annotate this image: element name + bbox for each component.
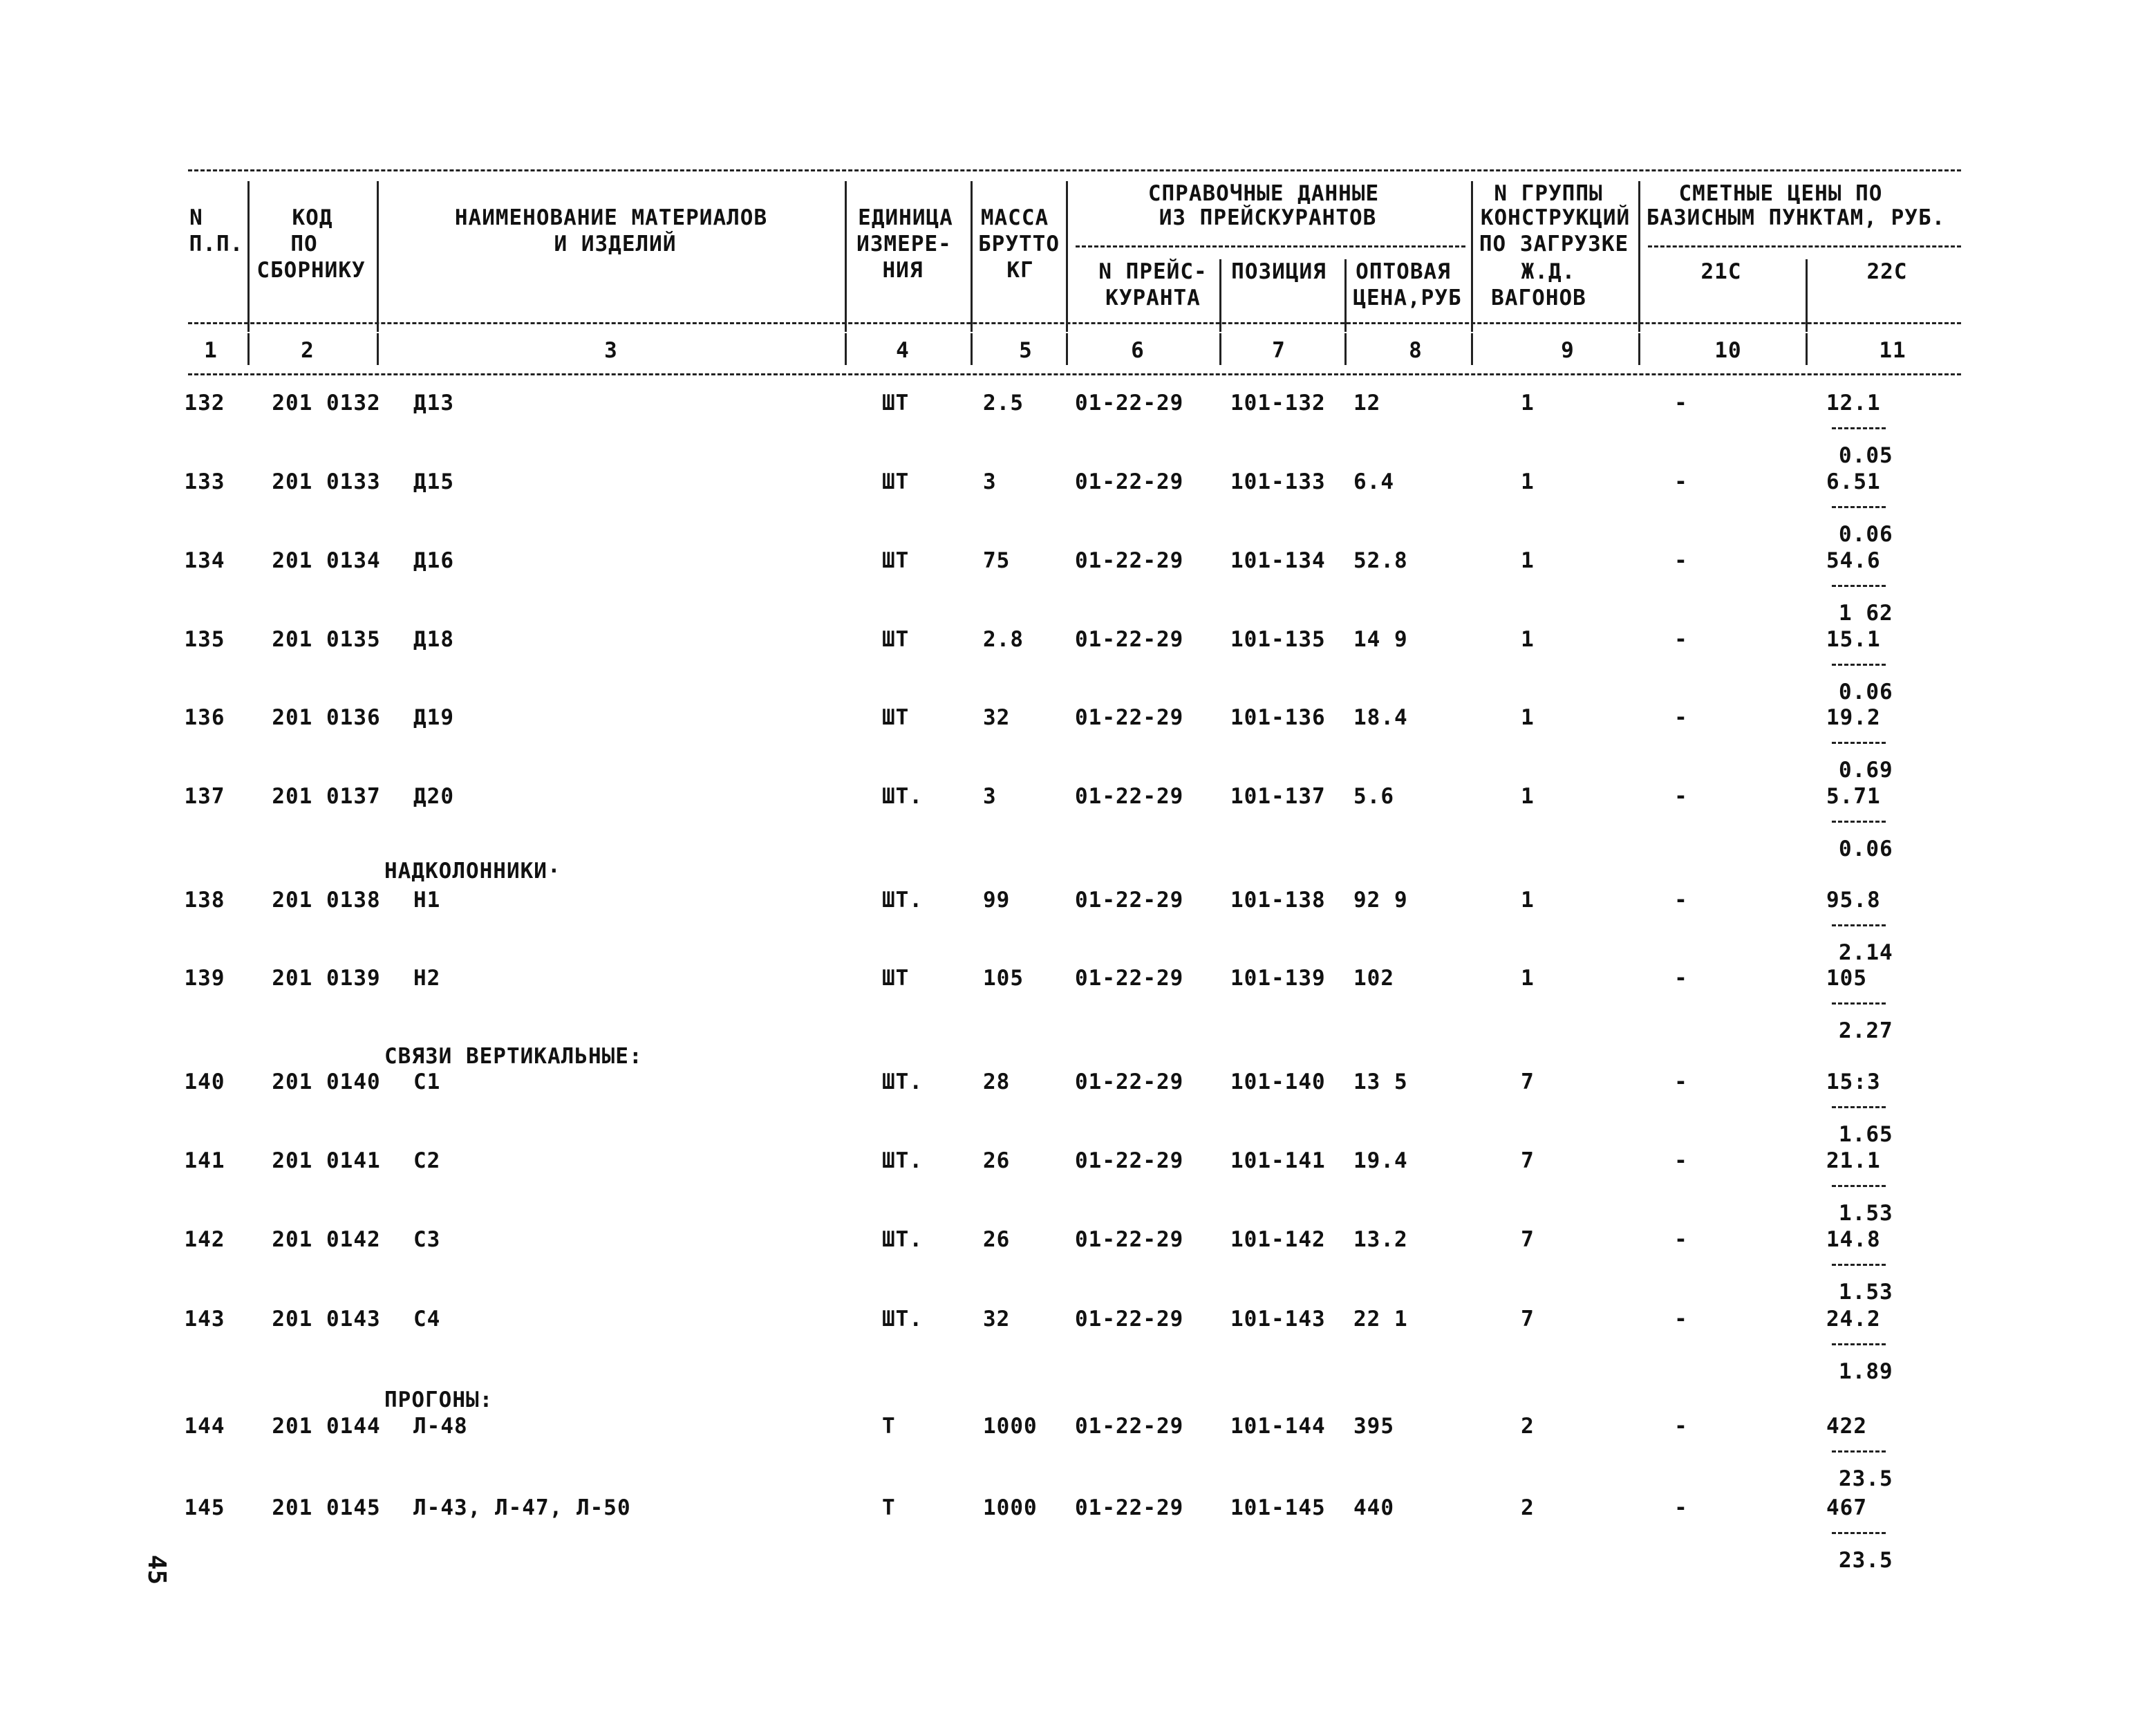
hdr-c6a: N ПРЕЙС- <box>1098 259 1208 284</box>
row-group: 1 <box>1521 627 1535 652</box>
row-price-21c: - <box>1674 1414 1688 1439</box>
row-price-list: 01-22-29 <box>1075 705 1184 730</box>
col-num-5: 5 <box>1019 338 1033 363</box>
row-price-22c: 467 <box>1826 1495 1867 1520</box>
row-code: 201 0139 <box>272 966 381 991</box>
row-price-list: 01-22-29 <box>1075 469 1184 494</box>
hdr-c68b: ИЗ ПРЕЙСКУРАНТОВ <box>1159 205 1377 230</box>
row-price-21c: - <box>1674 705 1688 730</box>
hdr-c10: 21С <box>1700 259 1742 284</box>
row-unit: ШТ <box>882 627 910 652</box>
header-bottom-rule <box>188 373 1961 375</box>
row-price-22c-secondary: 23.5 <box>1839 1466 1893 1491</box>
hdr-c2a: КОД <box>292 205 333 230</box>
row-code: 201 0143 <box>272 1307 381 1332</box>
row-position: 101-136 <box>1230 705 1326 730</box>
row-wholesale-price: 5.6 <box>1353 784 1394 809</box>
col-separator <box>377 333 379 365</box>
row-mass: 26 <box>983 1227 1011 1252</box>
row-price-22c-secondary: 1.53 <box>1839 1280 1893 1305</box>
fraction-rule <box>1832 1264 1886 1266</box>
row-name: С3 <box>413 1227 441 1252</box>
row-position: 101-138 <box>1230 888 1326 913</box>
row-price-22c: 15.1 <box>1826 627 1881 652</box>
row-position: 101-139 <box>1230 966 1326 991</box>
row-number: 137 <box>184 784 225 809</box>
row-name: С2 <box>413 1148 441 1173</box>
row-position: 101-143 <box>1230 1307 1326 1332</box>
row-code: 201 0132 <box>272 391 381 415</box>
row-name: С1 <box>413 1070 441 1094</box>
hdr-c4a: ЕДИНИЦА <box>858 205 953 230</box>
row-wholesale-price: 6.4 <box>1353 469 1394 494</box>
hdr-c3a: НАИМЕНОВАНИЕ МАТЕРИАЛОВ <box>454 205 768 230</box>
row-wholesale-price: 13 5 <box>1353 1070 1408 1094</box>
col-separator <box>1638 333 1640 365</box>
row-number: 145 <box>184 1495 225 1520</box>
row-mass: 32 <box>983 1307 1011 1332</box>
row-price-22c-secondary: 0.06 <box>1839 680 1893 704</box>
row-price-22c-secondary: 2.27 <box>1839 1018 1893 1043</box>
row-name: Д16 <box>413 548 454 573</box>
col-num-11: 11 <box>1879 338 1906 363</box>
row-position: 101-142 <box>1230 1227 1326 1252</box>
fraction-rule <box>1832 1343 1886 1345</box>
row-code: 201 0133 <box>272 469 381 494</box>
fraction-rule <box>1832 1106 1886 1108</box>
col-separator <box>247 333 250 365</box>
row-unit: ШТ <box>882 469 910 494</box>
section-heading: ПРОГОНЫ: <box>384 1388 494 1412</box>
col-separator <box>971 333 973 365</box>
col-num-4: 4 <box>896 338 910 363</box>
row-code: 201 0136 <box>272 705 381 730</box>
row-wholesale-price: 440 <box>1353 1495 1394 1520</box>
row-mass: 99 <box>983 888 1011 913</box>
row-unit: ШТ. <box>882 888 923 913</box>
row-unit: ШТ <box>882 966 910 991</box>
hdr-c5c: КГ <box>1006 258 1034 283</box>
row-name: Н2 <box>413 966 441 991</box>
row-price-21c: - <box>1674 1227 1688 1252</box>
row-price-list: 01-22-29 <box>1075 1495 1184 1520</box>
row-number: 138 <box>184 888 225 913</box>
row-mass: 26 <box>983 1148 1011 1173</box>
col-separator <box>1806 333 1808 365</box>
row-group: 7 <box>1521 1307 1535 1332</box>
col-num-9: 9 <box>1561 338 1575 363</box>
row-name: С4 <box>413 1307 441 1332</box>
col-num-7: 7 <box>1272 338 1286 363</box>
hdr-c8a: ОПТОВАЯ <box>1356 259 1451 284</box>
row-wholesale-price: 22 1 <box>1353 1307 1408 1332</box>
row-price-22c: 19.2 <box>1826 705 1881 730</box>
row-position: 101-141 <box>1230 1148 1326 1173</box>
row-position: 101-137 <box>1230 784 1326 809</box>
row-number: 136 <box>184 705 225 730</box>
row-code: 201 0140 <box>272 1070 381 1094</box>
col-separator <box>247 181 250 332</box>
hdr-c1b: П.П. <box>189 232 244 256</box>
col-separator <box>845 333 847 365</box>
row-group: 1 <box>1521 548 1535 573</box>
row-price-22c: 6.51 <box>1826 469 1881 494</box>
header-rule <box>188 322 1961 324</box>
row-price-21c: - <box>1674 1495 1688 1520</box>
row-wholesale-price: 13.2 <box>1353 1227 1408 1252</box>
row-code: 201 0142 <box>272 1227 381 1252</box>
row-group: 1 <box>1521 888 1535 913</box>
row-position: 101-140 <box>1230 1070 1326 1094</box>
row-unit: ШТ. <box>882 1307 923 1332</box>
page-number: 45 <box>142 1554 171 1585</box>
row-wholesale-price: 18.4 <box>1353 705 1408 730</box>
col-separator <box>845 181 847 332</box>
row-wholesale-price: 102 <box>1353 966 1394 991</box>
col-separator <box>1471 181 1473 332</box>
row-price-list: 01-22-29 <box>1075 1414 1184 1439</box>
row-code: 201 0145 <box>272 1495 381 1520</box>
row-price-21c: - <box>1674 391 1688 415</box>
row-number: 135 <box>184 627 225 652</box>
rule-prices <box>1648 245 1961 248</box>
row-group: 1 <box>1521 966 1535 991</box>
row-price-21c: - <box>1674 548 1688 573</box>
row-price-22c: 95.8 <box>1826 888 1881 913</box>
row-group: 1 <box>1521 391 1535 415</box>
col-num-3: 3 <box>604 338 618 363</box>
hdr-c4b: ИЗМЕРЕ- <box>856 232 952 256</box>
row-mass: 32 <box>983 705 1011 730</box>
row-mass: 2.8 <box>983 627 1024 652</box>
row-name: Л-43, Л-47, Л-50 <box>413 1495 631 1520</box>
row-mass: 105 <box>983 966 1024 991</box>
row-number: 133 <box>184 469 225 494</box>
hdr-c1a: N <box>189 205 203 230</box>
row-wholesale-price: 19.4 <box>1353 1148 1408 1173</box>
row-price-list: 01-22-29 <box>1075 1307 1184 1332</box>
row-code: 201 0135 <box>272 627 381 652</box>
fraction-rule <box>1832 506 1886 508</box>
col-num-8: 8 <box>1409 338 1423 363</box>
fraction-rule <box>1832 1450 1886 1453</box>
row-number: 139 <box>184 966 225 991</box>
row-name: Д18 <box>413 627 454 652</box>
row-code: 201 0144 <box>272 1414 381 1439</box>
row-mass: 1000 <box>983 1414 1038 1439</box>
col-separator <box>971 181 973 332</box>
row-price-list: 01-22-29 <box>1075 784 1184 809</box>
row-name: Д13 <box>413 391 454 415</box>
rule-ref-data <box>1076 245 1465 248</box>
row-price-21c: - <box>1674 966 1688 991</box>
row-price-list: 01-22-29 <box>1075 627 1184 652</box>
hdr-c68a: СПРАВОЧНЫЕ ДАННЫЕ <box>1147 181 1380 206</box>
row-price-list: 01-22-29 <box>1075 1070 1184 1094</box>
row-number: 143 <box>184 1307 225 1332</box>
row-wholesale-price: 14 9 <box>1353 627 1408 652</box>
section-heading: НАДКОЛОННИКИ· <box>384 859 561 884</box>
col-num-1: 1 <box>204 338 218 363</box>
hdr-c6b: КУРАНТА <box>1105 286 1201 310</box>
hdr-c1011a: СМЕТНЫЕ ЦЕНЫ ПО <box>1678 181 1883 206</box>
row-unit: ШТ <box>882 548 910 573</box>
row-number: 141 <box>184 1148 225 1173</box>
row-group: 1 <box>1521 705 1535 730</box>
row-unit: Т <box>882 1414 896 1439</box>
row-price-list: 01-22-29 <box>1075 1227 1184 1252</box>
row-price-list: 01-22-29 <box>1075 966 1184 991</box>
col-separator <box>1066 333 1068 365</box>
row-price-22c: 54.6 <box>1826 548 1881 573</box>
fraction-rule <box>1832 585 1886 587</box>
row-price-22c: 422 <box>1826 1414 1867 1439</box>
fraction-rule <box>1832 664 1886 666</box>
hdr-c5a: МАССА <box>980 205 1049 230</box>
row-price-21c: - <box>1674 888 1688 913</box>
top-rule <box>188 169 1961 171</box>
row-price-22c: 24.2 <box>1826 1307 1881 1332</box>
row-mass: 2.5 <box>983 391 1024 415</box>
row-price-21c: - <box>1674 469 1688 494</box>
hdr-c9c: ПО ЗАГРУЗКЕ <box>1479 232 1629 256</box>
row-price-22c: 21.1 <box>1826 1148 1881 1173</box>
row-price-22c-secondary: 1.53 <box>1839 1201 1893 1226</box>
row-group: 7 <box>1521 1148 1535 1173</box>
row-price-22c-secondary: 1.89 <box>1839 1359 1893 1384</box>
row-unit: ШТ. <box>882 784 923 809</box>
row-price-22c-secondary: 0.05 <box>1839 443 1893 468</box>
fraction-rule <box>1832 924 1886 926</box>
col-separator <box>1066 181 1068 332</box>
row-price-22c: 12.1 <box>1826 391 1881 415</box>
fraction-rule <box>1832 821 1886 823</box>
hdr-c9a: N ГРУППЫ <box>1494 181 1603 206</box>
row-name: Д15 <box>413 469 454 494</box>
hdr-c9e: ВАГОНОВ <box>1491 286 1586 310</box>
hdr-c2c: СБОРНИКУ <box>256 258 366 283</box>
row-mass: 1000 <box>983 1495 1038 1520</box>
row-wholesale-price: 12 <box>1353 391 1381 415</box>
row-unit: ШТ <box>882 391 910 415</box>
row-wholesale-price: 395 <box>1353 1414 1394 1439</box>
row-number: 140 <box>184 1070 225 1094</box>
row-price-22c: 5.71 <box>1826 784 1881 809</box>
row-price-list: 01-22-29 <box>1075 1148 1184 1173</box>
row-code: 201 0138 <box>272 888 381 913</box>
fraction-rule <box>1832 1002 1886 1005</box>
hdr-c1011b: БАЗИСНЫМ ПУНКТАМ, РУБ. <box>1646 205 1946 230</box>
hdr-c4c: НИЯ <box>882 258 924 283</box>
col-separator <box>1219 259 1221 332</box>
row-unit: Т <box>882 1495 896 1520</box>
row-number: 142 <box>184 1227 225 1252</box>
row-price-22c-secondary: 1.65 <box>1839 1122 1893 1147</box>
col-separator <box>1638 181 1640 332</box>
row-price-22c-secondary: 1 62 <box>1839 601 1893 626</box>
hdr-c7: ПОЗИЦИЯ <box>1231 259 1327 284</box>
col-separator <box>1344 259 1347 332</box>
row-price-22c-secondary: 2.14 <box>1839 940 1893 965</box>
row-group: 7 <box>1521 1070 1535 1094</box>
fraction-rule <box>1832 427 1886 429</box>
col-num-6: 6 <box>1131 338 1145 363</box>
row-number: 144 <box>184 1414 225 1439</box>
col-num-10: 10 <box>1714 338 1742 363</box>
row-price-21c: - <box>1674 1307 1688 1332</box>
row-price-22c: 14.8 <box>1826 1227 1881 1252</box>
fraction-rule <box>1832 1532 1886 1534</box>
row-mass: 3 <box>983 784 997 809</box>
hdr-c11: 22С <box>1866 259 1908 284</box>
col-separator <box>1219 333 1221 365</box>
row-price-list: 01-22-29 <box>1075 888 1184 913</box>
row-position: 101-144 <box>1230 1414 1326 1439</box>
hdr-c9b: КОНСТРУКЦИЙ <box>1480 205 1631 230</box>
row-price-21c: - <box>1674 627 1688 652</box>
row-group: 2 <box>1521 1495 1535 1520</box>
row-unit: ШТ. <box>882 1148 923 1173</box>
row-price-22c-secondary: 0.69 <box>1839 758 1893 783</box>
row-name: Л-48 <box>413 1414 468 1439</box>
row-position: 101-132 <box>1230 391 1326 415</box>
row-position: 101-133 <box>1230 469 1326 494</box>
row-price-list: 01-22-29 <box>1075 548 1184 573</box>
row-price-21c: - <box>1674 1148 1688 1173</box>
hdr-c5b: БРУТТО <box>978 232 1060 256</box>
col-separator <box>1344 333 1347 365</box>
row-unit: ШТ <box>882 705 910 730</box>
row-wholesale-price: 92 9 <box>1353 888 1408 913</box>
row-wholesale-price: 52.8 <box>1353 548 1408 573</box>
row-price-22c-secondary: 23.5 <box>1839 1548 1893 1573</box>
row-unit: ШТ. <box>882 1070 923 1094</box>
row-unit: ШТ. <box>882 1227 923 1252</box>
row-price-22c: 105 <box>1826 966 1867 991</box>
fraction-rule <box>1832 742 1886 744</box>
row-mass: 28 <box>983 1070 1011 1094</box>
row-name: Н1 <box>413 888 441 913</box>
row-price-22c-secondary: 0.06 <box>1839 837 1893 861</box>
row-price-list: 01-22-29 <box>1075 391 1184 415</box>
col-num-2: 2 <box>301 338 315 363</box>
row-price-22c: 15:3 <box>1826 1070 1881 1094</box>
row-name: Д20 <box>413 784 454 809</box>
row-code: 201 0137 <box>272 784 381 809</box>
row-mass: 3 <box>983 469 997 494</box>
row-code: 201 0134 <box>272 548 381 573</box>
row-position: 101-134 <box>1230 548 1326 573</box>
row-price-22c-secondary: 0.06 <box>1839 522 1893 547</box>
col-separator <box>1471 333 1473 365</box>
row-position: 101-135 <box>1230 627 1326 652</box>
hdr-c8b: ЦЕНА,РУБ <box>1353 286 1462 310</box>
hdr-c3b: И ИЗДЕЛИЙ <box>554 232 677 256</box>
col-separator <box>1806 259 1808 332</box>
col-separator <box>377 181 379 332</box>
row-price-21c: - <box>1674 784 1688 809</box>
row-mass: 75 <box>983 548 1011 573</box>
row-position: 101-145 <box>1230 1495 1326 1520</box>
row-price-21c: - <box>1674 1070 1688 1094</box>
row-group: 1 <box>1521 469 1535 494</box>
hdr-c2b: ПО <box>290 232 318 256</box>
fraction-rule <box>1832 1185 1886 1187</box>
hdr-c9d: Ж.Д. <box>1521 259 1576 284</box>
row-code: 201 0141 <box>272 1148 381 1173</box>
row-name: Д19 <box>413 705 454 730</box>
row-number: 132 <box>184 391 225 415</box>
row-group: 2 <box>1521 1414 1535 1439</box>
section-heading: СВЯЗИ ВЕРТИКАЛЬНЫЕ: <box>384 1044 643 1069</box>
row-group: 7 <box>1521 1227 1535 1252</box>
row-group: 1 <box>1521 784 1535 809</box>
row-number: 134 <box>184 548 225 573</box>
